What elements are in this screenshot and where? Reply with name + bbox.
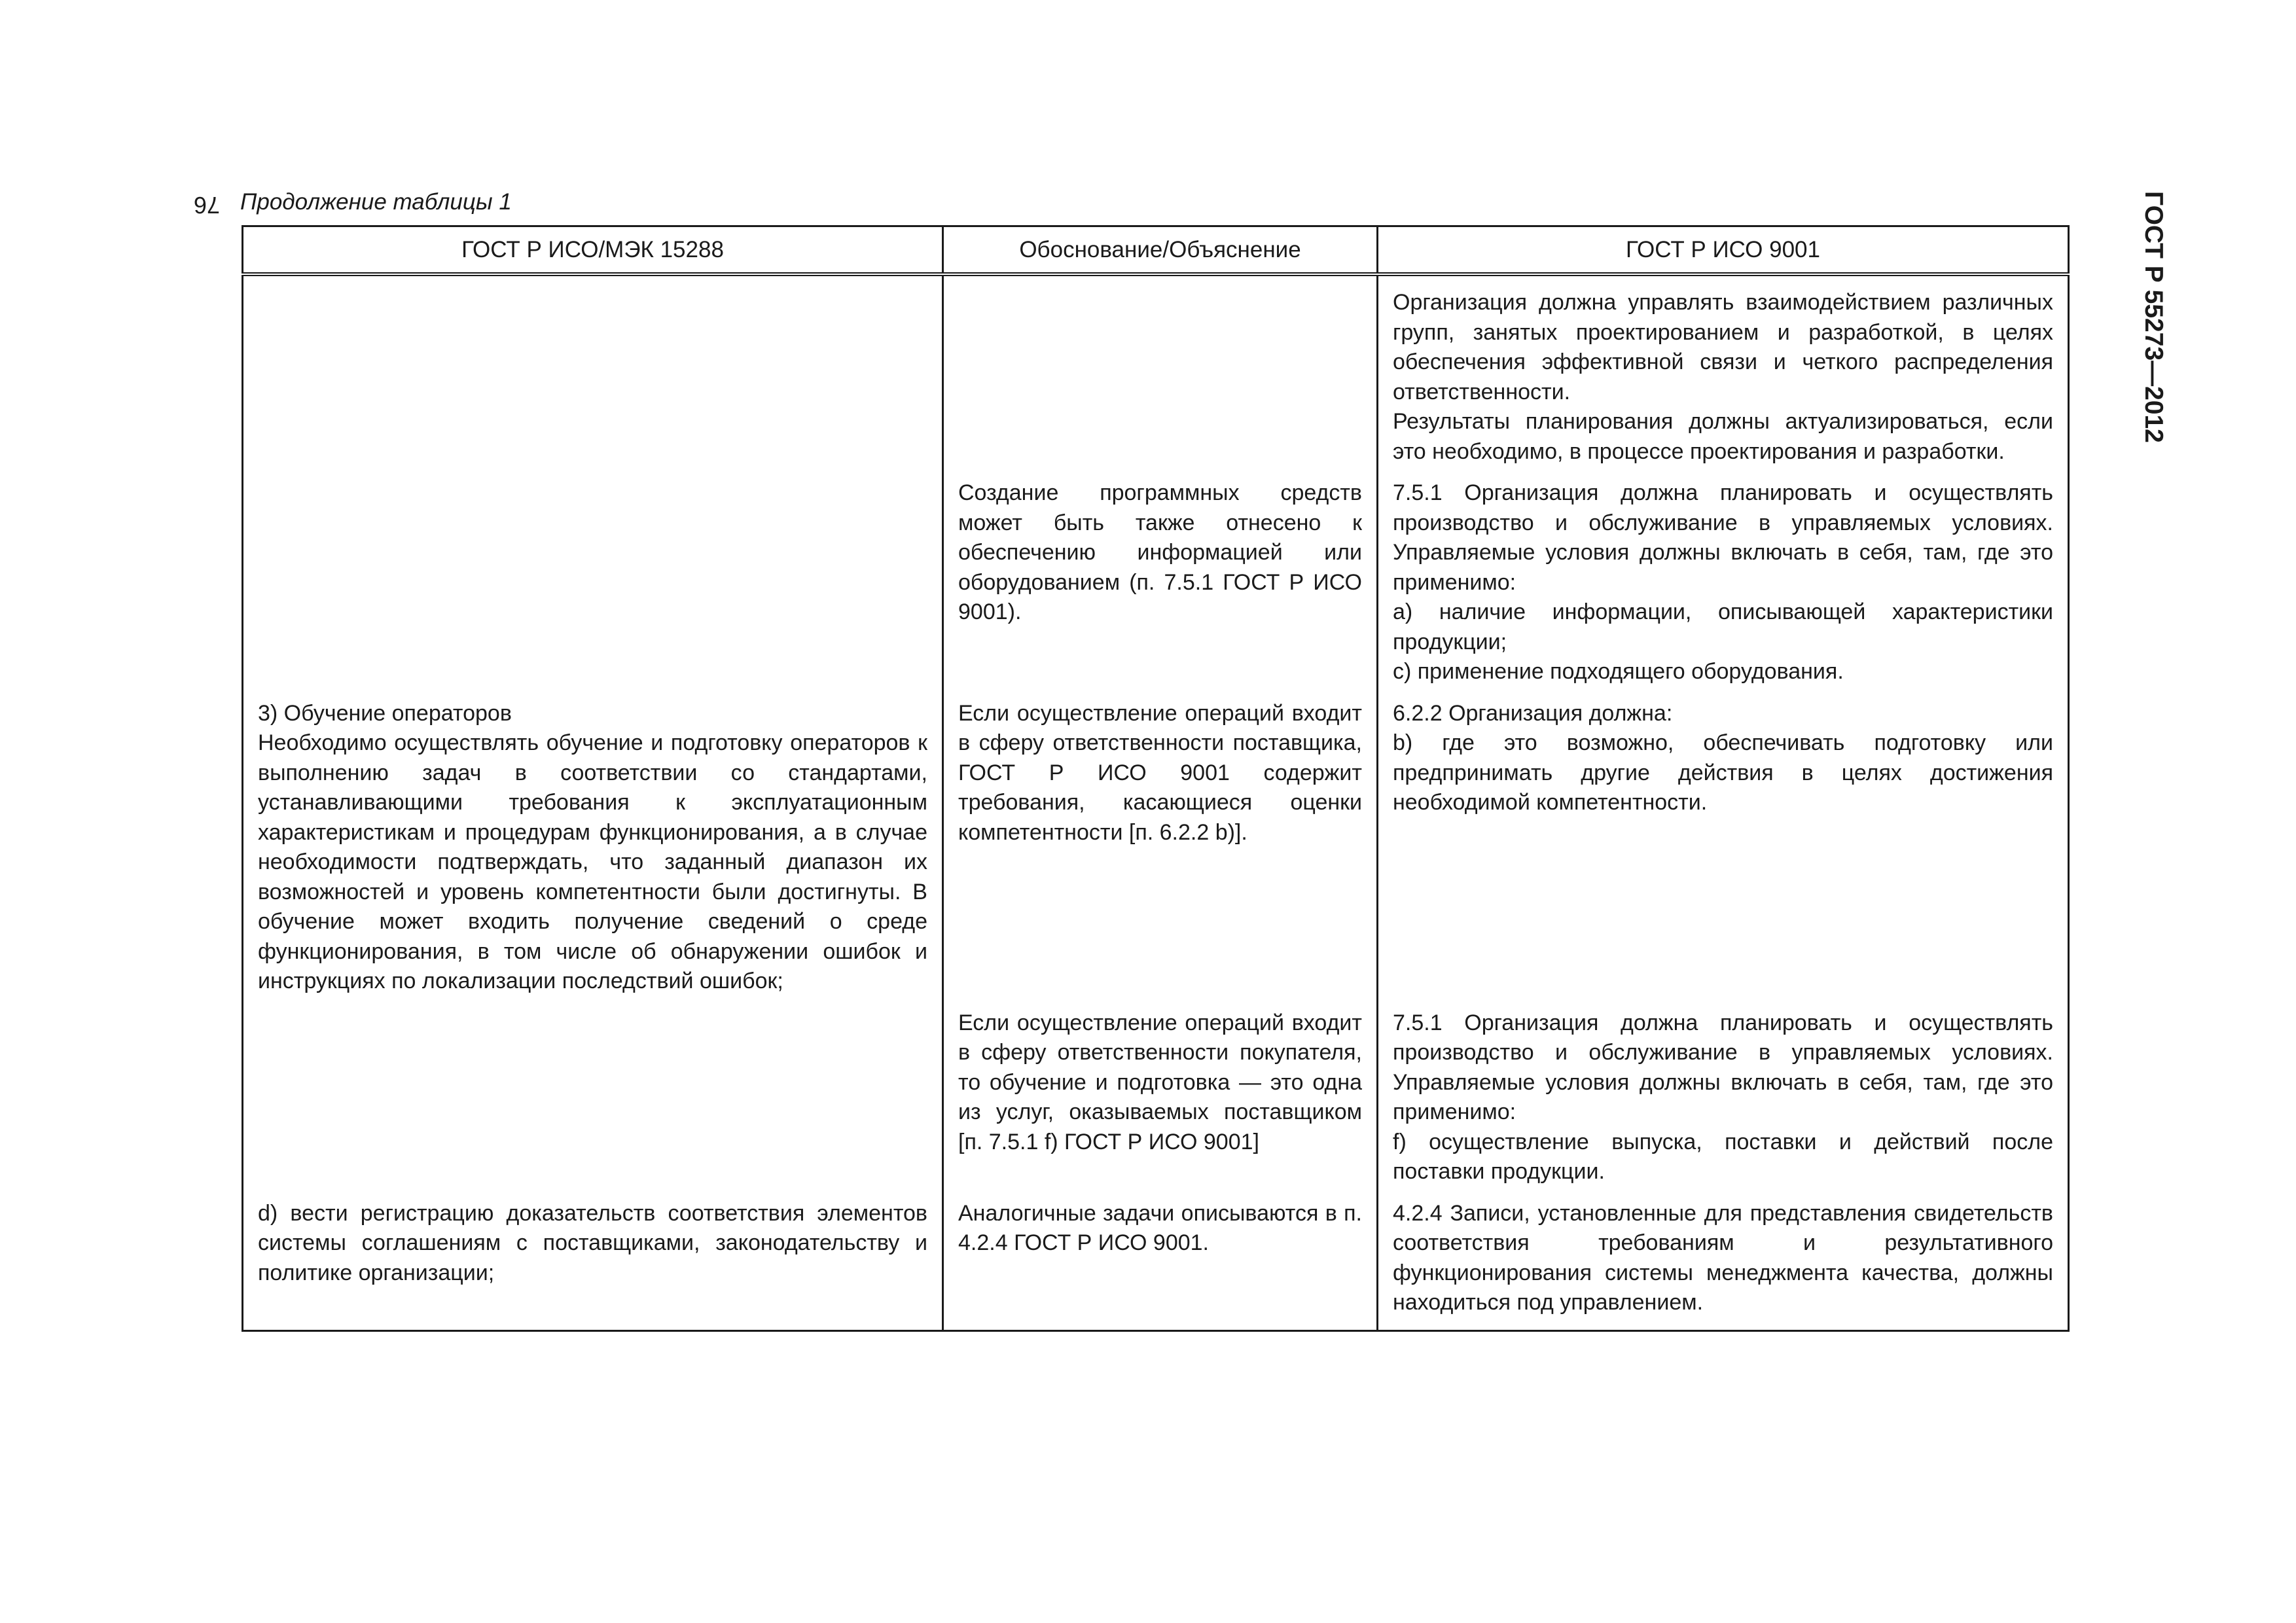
- cell-iso-9001: 4.2.4 Записи, установленные для представления свидетельств соответствия требованиям и результативного функционирования системы менеджмента качества, должны находиться под управлением.: [1378, 1187, 2069, 1331]
- document-code: ГОСТ Р 55273—2012: [2140, 191, 2168, 443]
- page-number: 76: [194, 192, 221, 219]
- cell-justification: Если осуществление операций входит в сферу ответственности покупателя, то обучение и подготовка — это одна из услуг, оказываемых поставщиком [п. 7.5.1 f) ГОСТ Р ИСО 9001]: [943, 997, 1378, 1187]
- cell-iso-15288: [243, 467, 943, 687]
- cell-justification: [943, 274, 1378, 467]
- cell-justification: Создание программных средств может быть также отнесено к обеспечению информацией или оборудованием (п. 7.5.1 ГОСТ Р ИСО 9001).: [943, 467, 1378, 687]
- table-caption: Продолжение таблицы 1: [240, 189, 512, 215]
- comparison-table: [242, 225, 2070, 1332]
- cell-iso-15288: [243, 997, 943, 1187]
- header-iso-15288: ГОСТ Р ИСО/МЭК 15288: [243, 226, 943, 275]
- table-row: [243, 997, 2069, 1187]
- table-header-row: [243, 226, 2069, 275]
- cell-iso-15288: [243, 274, 943, 467]
- cell-iso-9001: 7.5.1 Организация должна планировать и осуществлять производство и обслуживание в управляемых условиях. Управляемые условия должны включать в себя, там, где это применимо: a) наличие информации, описывающей характеристики продукции; c) применение подходящего оборудования.: [1378, 467, 2069, 687]
- table-row: [243, 467, 2069, 687]
- cell-iso-9001: Организация должна управлять взаимодействием различных групп, занятых проектированием и разработкой, в целях обеспечения эффективной связи и четкого распределения ответственности. Результаты планирования должны актуализироваться, если это необходимо, в процессе проектирования и разработки.: [1378, 274, 2069, 467]
- table-row: [243, 1187, 2069, 1331]
- cell-iso-9001: 6.2.2 Организация должна: b) где это возможно, обеспечивать подготовку или предпринимать другие действия в целях достижения необходимой компетентности.: [1378, 687, 2069, 997]
- cell-justification: Аналогичные задачи описываются в п. 4.2.4 ГОСТ Р ИСО 9001.: [943, 1187, 1378, 1331]
- table-row: [243, 687, 2069, 997]
- cell-iso-9001: 7.5.1 Организация должна планировать и осуществлять производство и обслуживание в управляемых условиях. Управляемые условия должны включать в себя, там, где это применимо: f) осуществление выпуска, поставки и действий после поставки продукции.: [1378, 997, 2069, 1187]
- cell-iso-15288: d) вести регистрацию доказательств соответствия элементов системы соглашениям с поставщиками, законодательству и политике организации;: [243, 1187, 943, 1331]
- table-row: [243, 274, 2069, 467]
- header-iso-9001: ГОСТ Р ИСО 9001: [1378, 226, 2069, 275]
- header-justification: Обоснование/Объяснение: [943, 226, 1378, 275]
- cell-iso-15288: 3) Обучение операторов Необходимо осуществлять обучение и подготовку операторов к выполнению задач в соответствии со стандартами, устанавливающими требования к эксплуатационным характеристикам и процедурам функционирования, а в случае необходимости подтверждать, что заданный диапазон их возможностей и уровень компетентности были достигнуты. В обучение может входить получение сведений о среде функционирования, в том числе об обнаружении ошибок и инструкциях по локализации последствий ошибок;: [243, 687, 943, 997]
- cell-justification: Если осуществление операций входит в сферу ответственности поставщика, ГОСТ Р ИСО 9001 содержит требования, касающиеся оценки компетентности [п. 6.2.2 b)].: [943, 687, 1378, 997]
